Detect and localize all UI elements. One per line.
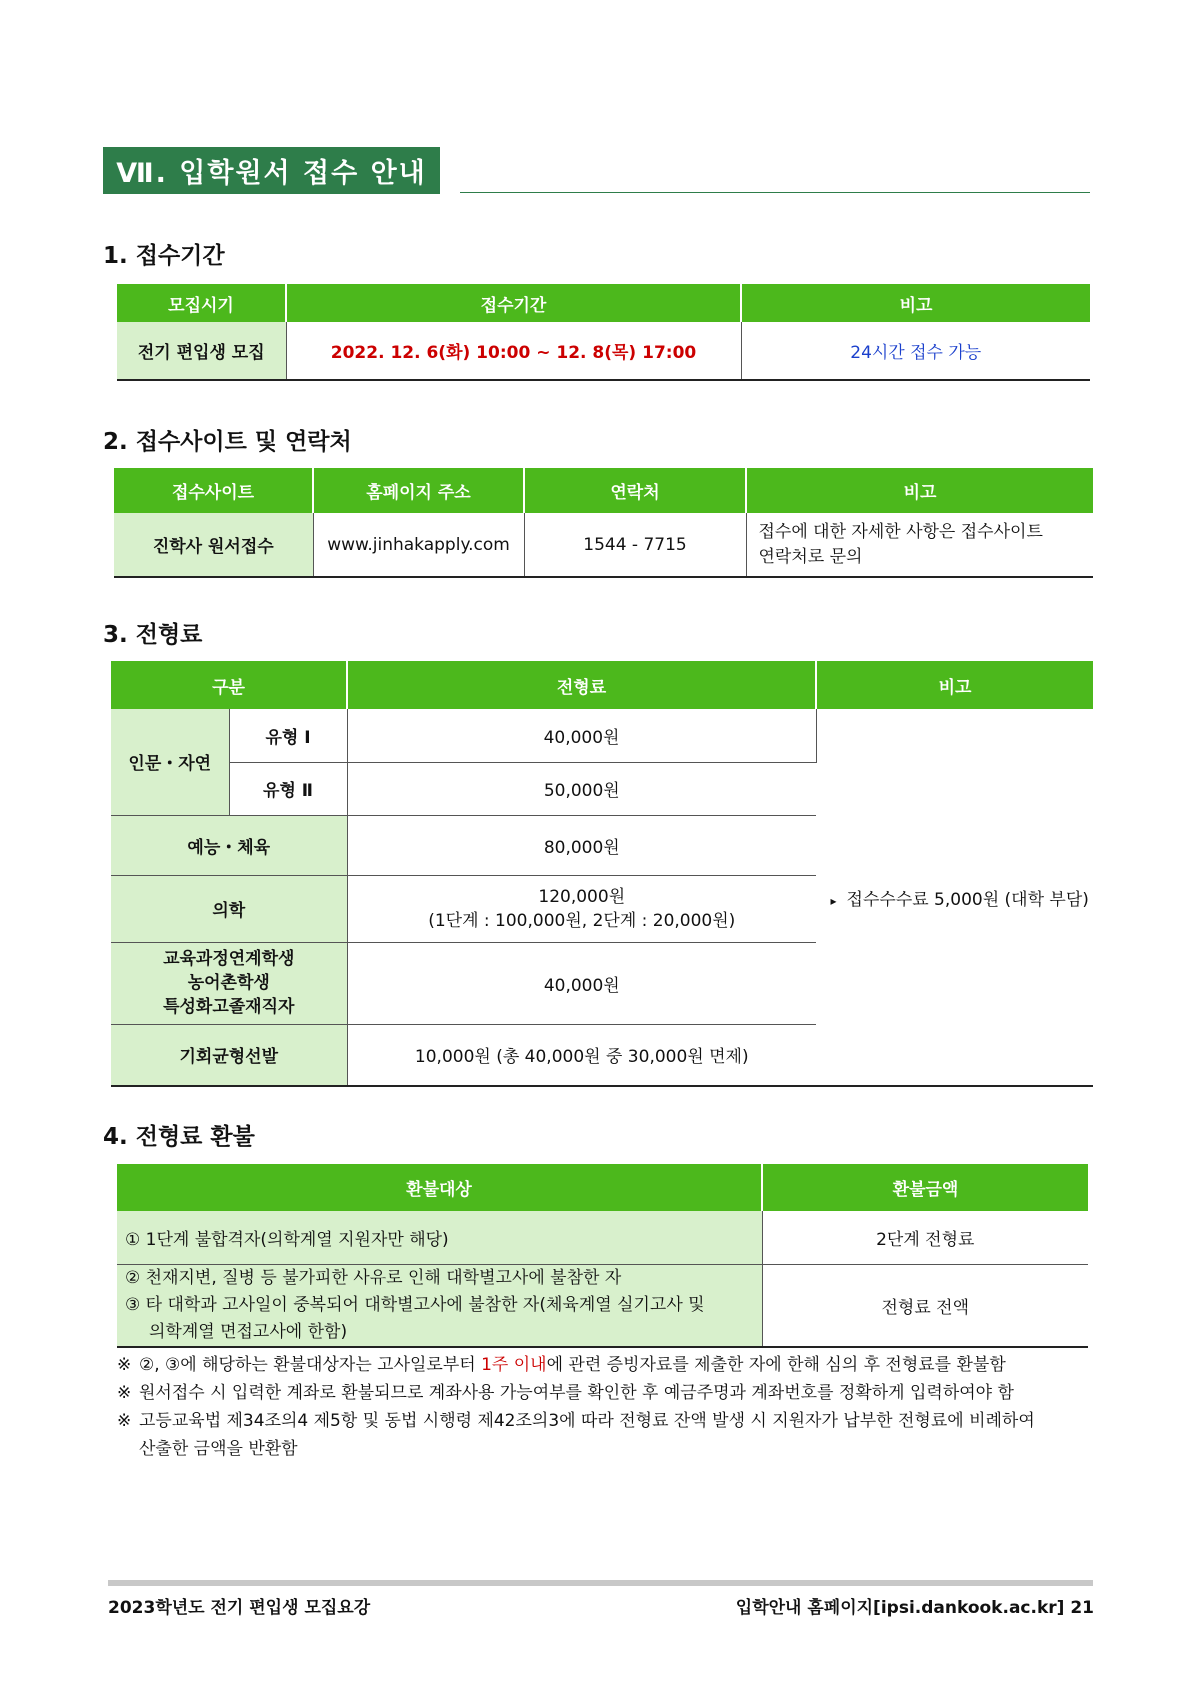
footer-homepage-page-number[interactable]: 입학안내 홈페이지[ipsi.dankook.ac.kr] 21 [735,1598,1094,1618]
note-3-line2: 산출한 금액을 반환함 [139,1439,298,1459]
note-2 [117,1379,1077,1407]
header-recruit-period: 모집시기 [117,284,286,322]
refund-amount-1: 2단계 전형료 [762,1211,1088,1264]
equal-opportunity-label: 기회균형선발 [111,1024,347,1086]
fee-remarks-text: 접수수수료 5,000원 (대학 부담) [846,889,1089,910]
arts-sports-label: 예능・체육 [111,815,347,875]
medicine-fee-breakdown: (1단계 : 100,000원, 2단계 : 20,000원) [428,910,736,931]
notes [117,1351,1077,1463]
fee-remarks [816,709,1093,1086]
medicine-label: 의학 [111,875,347,942]
note-1-post: 에 관련 증빙자료를 제출한 자에 한해 심의 후 전형료를 환불함 [546,1355,1006,1375]
bullet-icon: ▸ [830,893,837,908]
note-1 [117,1351,1077,1379]
refund-table [117,1164,1088,1348]
refund-target-2a: ② 천재지변, 질병 등 불가피한 사유로 인해 대학별고사에 불참한 자 [125,1267,622,1288]
refund-target-2 [117,1264,762,1347]
header-remarks: 비고 [746,468,1093,513]
site-remarks [746,513,1093,577]
header-refund-amount: 환불금액 [762,1164,1088,1211]
header-contact: 연락처 [524,468,746,513]
special-admission-fee: 40,000원 [347,942,816,1024]
medicine-fee [347,875,816,942]
type-1-label: 유형 Ⅰ [229,709,347,762]
homepage-url[interactable]: www.jinhakapply.com [313,513,524,577]
section3-heading: 3. 전형료 [103,622,203,648]
title-divider [460,192,1090,193]
section1-heading: 1. 접수기간 [103,243,225,269]
note-1-highlight: 1주 이내 [481,1355,547,1375]
special-admission-2: 농어촌학생 [187,973,270,993]
refund-target-2c: 의학계열 면접고사에 한함) [149,1321,348,1342]
section4-heading: 4. 전형료 환불 [103,1124,255,1150]
type-2-label: 유형 Ⅱ [229,762,347,815]
type-1-fee: 40,000원 [347,709,816,762]
medicine-fee-total: 120,000원 [538,886,626,907]
section2-heading: 2. 접수사이트 및 연락처 [103,429,352,455]
note-mark-icon: ※ [117,1383,132,1403]
header-apply-period: 접수기간 [286,284,741,322]
header-remarks: 비고 [816,661,1093,709]
header-site: 접수사이트 [114,468,313,513]
apply-period-value: 2022. 12. 6(화) 10:00 ~ 12. 8(목) 17:00 [286,322,741,380]
footer-title: 2023학년도 전기 편입생 모집요강 [108,1598,371,1618]
recruit-type: 전기 편입생 모집 [117,322,286,380]
special-admission-label [111,942,347,1024]
note-mark-icon: ※ [117,1411,132,1431]
group-humanities-science: 인문・자연 [111,709,229,815]
refund-amount-2: 전형료 전액 [762,1264,1088,1347]
special-admission-3: 특성화고졸재직자 [163,997,295,1017]
site-name: 진학사 원서접수 [114,513,313,577]
refund-target-1: ① 1단계 불합격자(의학계열 지원자만 해당) [117,1211,762,1264]
note-3 [117,1407,1077,1463]
fee-table [111,661,1093,1087]
site-remarks-line1: 접수에 대한 자세한 사항은 접수사이트 [758,521,1043,542]
header-homepage: 홈페이지 주소 [313,468,524,513]
type-2-fee: 50,000원 [347,762,816,815]
note-3-text [139,1407,1035,1463]
site-table [114,468,1093,578]
period-table [117,284,1090,381]
chapter-title: Ⅶ. 입학원서 접수 안내 [103,147,440,194]
note-3-line1: 고등교육법 제34조의4 제5항 및 동법 시행령 제42조의3에 따라 전형료 잔액 발생 시 지원자가 납부한 전형료에 비례하여 [139,1411,1035,1431]
refund-target-2b: ③ 타 대학과 고사일이 중복되어 대학별고사에 불참한 자(체육계열 실기고사 및 [125,1294,705,1315]
note-1-text [139,1351,1006,1379]
arts-sports-fee: 80,000원 [347,815,816,875]
header-fee: 전형료 [347,661,816,709]
note-1-pre: ②, ③에 해당하는 환불대상자는 고사일로부터 [139,1355,482,1375]
contact-number: 1544 - 7715 [524,513,746,577]
equal-opportunity-fee: 10,000원 (총 40,000원 중 30,000원 면제) [347,1024,816,1086]
period-remarks: 24시간 접수 가능 [741,322,1090,380]
special-admission-1: 교육과정연계학생 [163,949,295,969]
header-refund-target: 환불대상 [117,1164,762,1211]
note-mark-icon: ※ [117,1355,132,1375]
header-category: 구분 [111,661,347,709]
site-remarks-line2: 연락처로 문의 [758,546,863,567]
note-2-text: 원서접수 시 입력한 계좌로 환불되므로 계좌사용 가능여부를 확인한 후 예금주명과 계좌번호를 정확하게 입력하여야 함 [139,1383,1014,1403]
header-remarks: 비고 [741,284,1090,322]
footer-bar [108,1580,1093,1586]
